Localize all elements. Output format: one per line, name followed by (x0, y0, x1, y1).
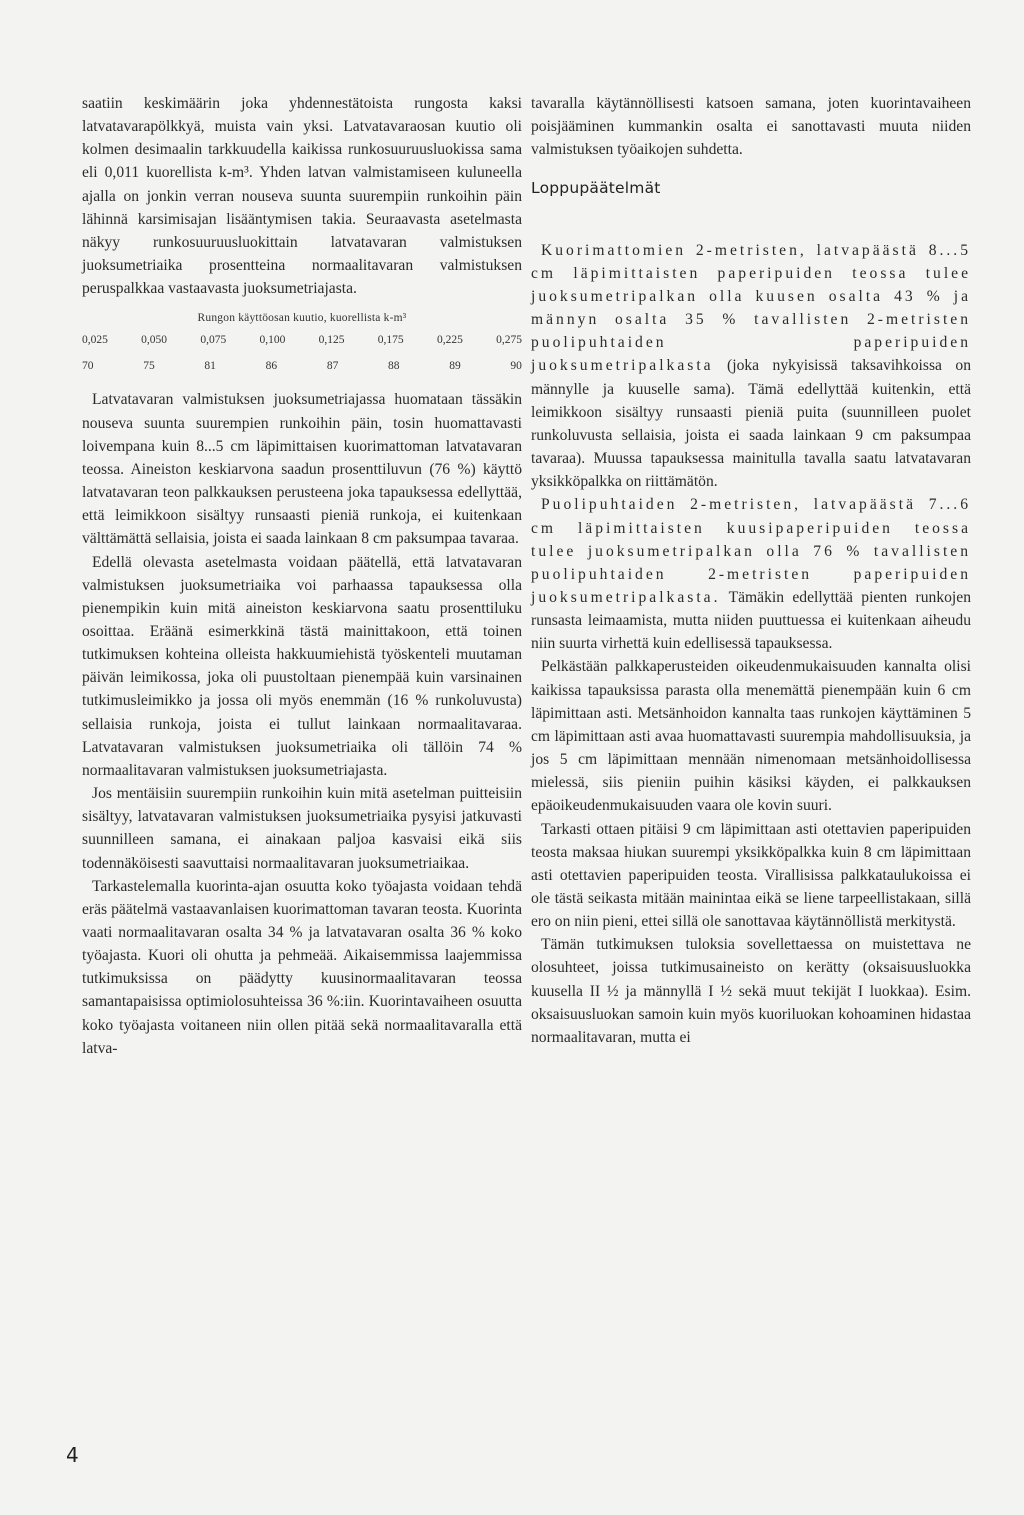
paragraph: Tarkastelemalla kuorinta-ajan osuutta koko työajasta voidaan tehdä eräs päätelmä vastaavanlaisen kuorimattoman tavaran teosta. Kuorinta vaati normaalitavaran osalta 34 % ja latvatavaran osalta 36 % koko työajasta. Kuori oli ohutta ja pehmeää. Aikaisemmissa laajemmissa tutkimuksissa on päädytty kuusinormaalitavaran teossa samantapaisissa optimiolosuhteissa 36 %:iin. Kuorintavaiheen osuutta koko työajasta voitaneen niin ollen pitää sekä normaalitavaralla että latva- (82, 877, 522, 1057)
right-column (531, 92, 971, 1049)
table-cell: 86 (265, 360, 278, 373)
left-column (82, 92, 522, 1060)
emphasized-text: Puolipuhtaiden 2-metristen, latvapäästä 7...6 cm läpimittaisten kuusipaperipuiden teossa tulee juoksumetripalkan olla 76 % tavallisten puolipuhtaiden 2-metristen paperipuiden juoksumetripalkasta. (531, 496, 971, 606)
table-cell: 75 (143, 360, 155, 373)
paragraph: Tarkasti ottaen pitäisi 9 cm läpimittaan asti otettavien paperipuiden teosta maksaa hiukan suurempi yksikköpalkka kuin 8 cm läpimittaan asti otettavien paperipuiden teosta. Virallisissa palkkataulukoissa ei ole tästä seikasta mitään mainintaa eikä se liene tarpeellistakaan, sillä ero on niin pieni, ettei sillä ole sanottavaa käytännöllistä merkitystä. (531, 820, 971, 931)
paragraph-text: Tämäkin edellyttää pienten runkojen runsasta leimaamista, mutta niiden puuttuessa ei kuitenkaan aiheudu niin suurta virhettä kuin edellisessä tapauksessa. (531, 588, 971, 653)
paragraph: Latvatavaran valmistuksen juoksumetriajassa huomataan tässäkin nouseva suunta suurempien runkoihin päin, tosin huomattavasti loivempana kuin 8...5 cm läpimittaisen kuorimattoman latvatavaran teossa. Aineiston keskiarvona saadun prosenttiluvun (76 %) käyttö latvatavaran teon palkkauksen perusteena joka tapauksessa edellyttää, että leimikkoon sisältyy runsaasti pieniä runkoja, ei kuitenkaan välttämättä sellaisia, joista ei saada lainkaan 8 cm paksumpaa tavaraa. (82, 391, 522, 548)
table-cell: 0,125 (318, 334, 345, 347)
paragraph: Jos mentäisiin suurempiin runkoihin kuin mitä asetelman puitteisiin sisältyy, latvatavaran valmistuksen juoksumetriaika pysyisi jatkuvasti suunnilleen samana, ei ainakaan paljoa kasvaisi eikä siis todennäköisesti saavuttaisi normaalitavaran juoksumetriaikaa. (82, 785, 522, 872)
section-heading: Loppupäätelmät (531, 179, 661, 198)
table-cell: 0,075 (200, 334, 227, 347)
table-row-volumes (82, 332, 522, 348)
table-cell: 89 (449, 360, 461, 373)
emphasized-text: Kuorimattomien 2-metristen, latvapäästä 8...5 cm läpimittaisten paperipuiden teossa tulee juoksumetripalkan olla kuusen osalta 43 % ja männyn osalta 35 % tavallisten 2-metristen puolipuhtaiden paperipuiden juoksumetripalkasta (531, 241, 971, 375)
table-cell: 81 (204, 360, 216, 373)
page-number: 4 (66, 1443, 79, 1467)
paragraph (531, 239, 971, 494)
table-cell: 0,025 (82, 334, 108, 347)
paragraph: tavaralla käytännöllisesti katsoen samana, joten kuorintavaiheen poisjääminen kummankin osalta ei sanottavasti muuta niiden valmistuksen työaikojen suhdetta. (531, 95, 971, 159)
volume-percentage-table (82, 310, 522, 374)
table-cell: 70 (82, 360, 94, 373)
table-cell: 0,275 (496, 334, 522, 347)
table-cell: 0,100 (259, 334, 286, 347)
paragraph: Pelkästään palkkaperusteiden oikeudenmukaisuuden kannalta olisi kaikissa tapauksissa parasta olla menemättä pienempään kuin 6 cm läpimittaan asti. Metsänhoidon kannalta taas runkojen käyttäminen 5 cm läpimittaan asti avaa huomattavasti suurempia mahdollisuuksia, ja jos 5 cm läpimittaan mennään nimenomaan metsänhoidollisessa mielessä, siis pieniin puihin käsiksi käyden, ei palkkauksen epäoikeudenmukaisuuden vaara ole kovin suuri. (531, 658, 971, 815)
paragraph-text: (joka nykyisissä taksavihkoissa on männylle ja kuuselle sama). Tämä edellyttää kuitenkin, että leimikkoon sisältyy runsaasti pieniä puita (suunnilleen puolet runkoluvusta sellaisia, joista ei saada lainkaan 9 cm paksumpaa tavaraa). Muussa tapauksessa mainitulla tavalla saatu latvatavaran yksikköpalkka on riittämätön. (531, 357, 971, 491)
table-caption: Rungon käyttöosan kuutio, kuorellista k-m³ (197, 312, 407, 325)
table-cell: 87 (326, 360, 339, 373)
paragraph: Tämän tutkimuksen tuloksia sovellettaessa on muistettava ne olosuhteet, joissa tutkimusaineisto on kerätty (oksaisuusluokka kuusella II ½ ja männyllä I ½ sekä muut tekijät I luokkaa). Esim. oksaisuusluokan samoin kuin myös kuoriluokan kohoaminen hidastaa normaalitavaran, mutta ei (531, 936, 971, 1046)
table-cell: 0,050 (141, 334, 168, 347)
table-row-percentages (82, 358, 522, 374)
paragraph (531, 493, 971, 655)
table-cell: 0,175 (377, 334, 404, 347)
table-cell: 90 (510, 360, 522, 373)
table-cell: 88 (388, 360, 400, 373)
paragraph: saatiin keskimäärin joka yhdennestätoista rungosta kaksi latvatavarapölkkyä, muista vain yksi. Latvatavaraosan kuutio oli kolmen desimaalin tarkkuudella kaikissa runkosuuruusluokissa sama eli 0,011 kuorellista k-m³. Yhden latvan valmistamiseen kuluneella ajalla on jonkin verran nouseva suunta suurempiin runkoihin päin lähinnä karsimisajan lisääntymisen takia. Seuraavasta asetelmasta näkyy runkosuuruusluokittain latvatavaran valmistuksen juoksumetriaika prosentteina normaalitavaran valmistuksen peruspalkkaa vastaavasta juoksumetriajasta. (82, 95, 522, 298)
table-cell: 0,225 (436, 334, 463, 347)
paragraph: Edellä olevasta asetelmasta voidaan päätellä, että latvatavaran valmistuksen juoksumetriaika voi parhaassa tapauksessa olla pienempikin kuin mitä aineiston keskiarvona saatu prosenttiluku osoittaa. Eräänä esimerkkinä tästä mainittakoon, että toinen tutkimuksen kohteina olleista hakkuumiehistä työskenteli muutaman päivän leimikossa, joka oli puustoltaan pienempää kuin varsinainen tutkimusleimikko ja jossa oli myös enemmän (16 % runkoluvusta) sellaisia runkoja, joista ei tullut lainkaan normaalitavaraa. Latvatavaran valmistuksen juoksumetriaika oli tällöin 74 % normaalitavaran valmistuksen juoksumetriajasta. (82, 553, 522, 779)
